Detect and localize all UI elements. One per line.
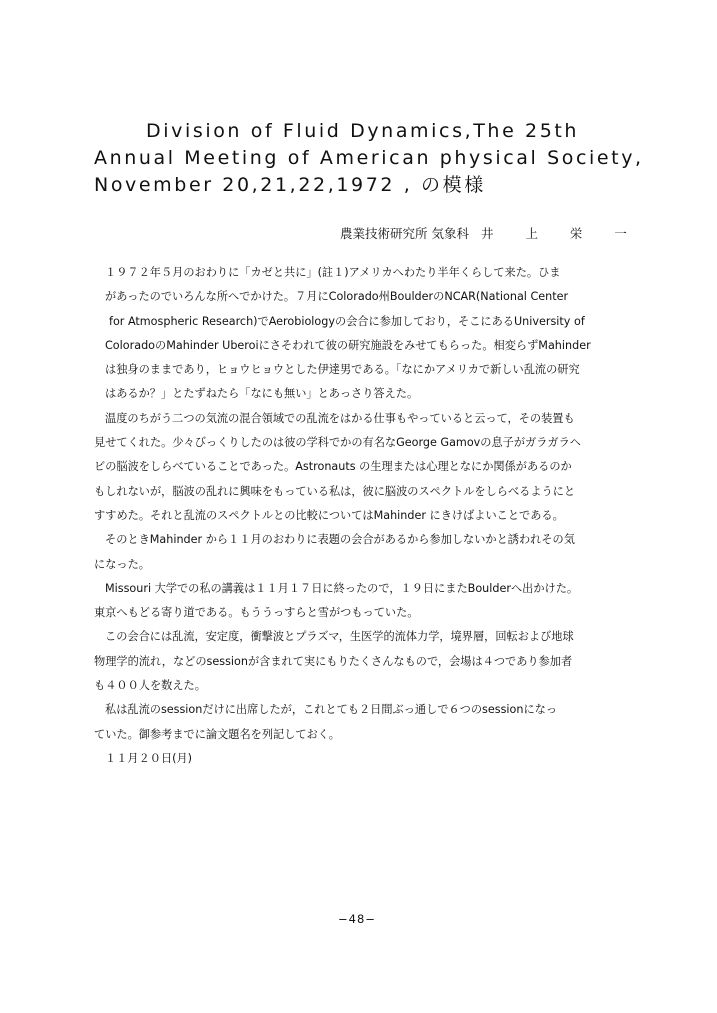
paragraph-line: この会合には乱流，安定度，衝撃波とプラズマ，生医学的流体力学，境界層，回転および地球: [105, 630, 574, 644]
title-line-1: Division of Fluid Dynamics,The 25th: [146, 120, 580, 142]
paragraph-4: [94, 577, 634, 626]
page-number: −48−: [338, 912, 376, 926]
paragraph-line: になった。: [94, 557, 150, 571]
paragraph-line: ビの脳波をしらべていることであった。Astronauts の生理または心理となにか関係があるのか: [94, 460, 572, 474]
paragraph-line: 東京へもどる寄り道である。もううっすらと雪がつもっていた。: [94, 606, 419, 620]
date-heading: １１月２０日(月): [105, 751, 193, 765]
title-line-2: Annual Meeting of American physical Society,: [94, 147, 644, 169]
paragraph-line: ていた。御参考までに論文題名を列記しておく。: [94, 727, 340, 741]
paragraph-line: も４００人を数えた。: [94, 679, 206, 693]
paragraph-line: ColoradoのMahinder Uberoiにさそわれて彼の研究施設をみせてもらった。相変らずMahinder: [105, 338, 591, 352]
document-title: [94, 118, 694, 199]
author-byline: [340, 224, 641, 242]
paragraph-line: Missouri 大学での私の講義は１１月１７日に終ったので，１９日にまたBoulderへ出かけた。: [105, 581, 579, 595]
paragraph-3: [94, 528, 634, 577]
paragraph-line: for Atmospheric Research)でAerobiologyの会合に参加しており，そこにあるUniversity of: [109, 314, 585, 328]
paragraph-line: 私は乱流のsessionだけに出席したが，これとても２日間ぶっ通しで６つのsessionになっ: [105, 703, 558, 717]
paragraph-line: 温度のちがう二つの気流の混合領域での乱流をはかる仕事もやっていると云って，その装置も: [105, 411, 575, 425]
paragraph-line: １９７２年５月のおわりに「カゼと共に」(註１)アメリカへわたり半年くらして来た。ひま: [105, 266, 561, 279]
article-body: [94, 261, 634, 771]
paragraph-7: [94, 747, 634, 771]
paragraph-1: [94, 261, 634, 407]
paragraph-line: 物理学的流れ，などのsessionが含まれて実にもりたくさんなもので，会場は４つであり参加者: [94, 654, 573, 668]
paragraph-line: があったのでいろんな所へでかけた。７月にColorado州BoulderのNCAR(National Center: [105, 290, 569, 304]
paragraph-line: 見せてくれた。少々びっくりしたのは彼の学科でかの有名なGeorge Gamovの息子がガラガラヘ: [94, 436, 581, 450]
paragraph-5: [94, 625, 634, 698]
paragraph-2: [94, 407, 634, 528]
title-line-3: November 20,21,22,1972 , の模様: [94, 174, 486, 196]
paragraph-line: すすめた。それと乱流のスペクトルとの比較についてはMahinder にきけばよいことである。: [94, 508, 564, 522]
author-name: 井 上 栄 一: [480, 226, 641, 241]
paragraph-line: はあるか？」とたずねたら「なにも無い」とあっさり答えた。: [105, 387, 419, 401]
paragraph-line: もしれないが，脳波の乱れに興味をもっている私は，彼に脳波のスペクトルをしらべるようにと: [94, 484, 576, 498]
paragraph-line: は独身のままであり，ヒョウヒョウとした伊達男である。「なにかアメリカで新しい乱流の研究: [105, 363, 580, 377]
author-affiliation: 農業技術研究所 気象科: [340, 226, 469, 241]
paragraph-6: [94, 698, 634, 747]
paragraph-line: そのときMahinder から１１月のおわりに表題の会合があるから参加しないかと誘われその気: [105, 533, 575, 547]
